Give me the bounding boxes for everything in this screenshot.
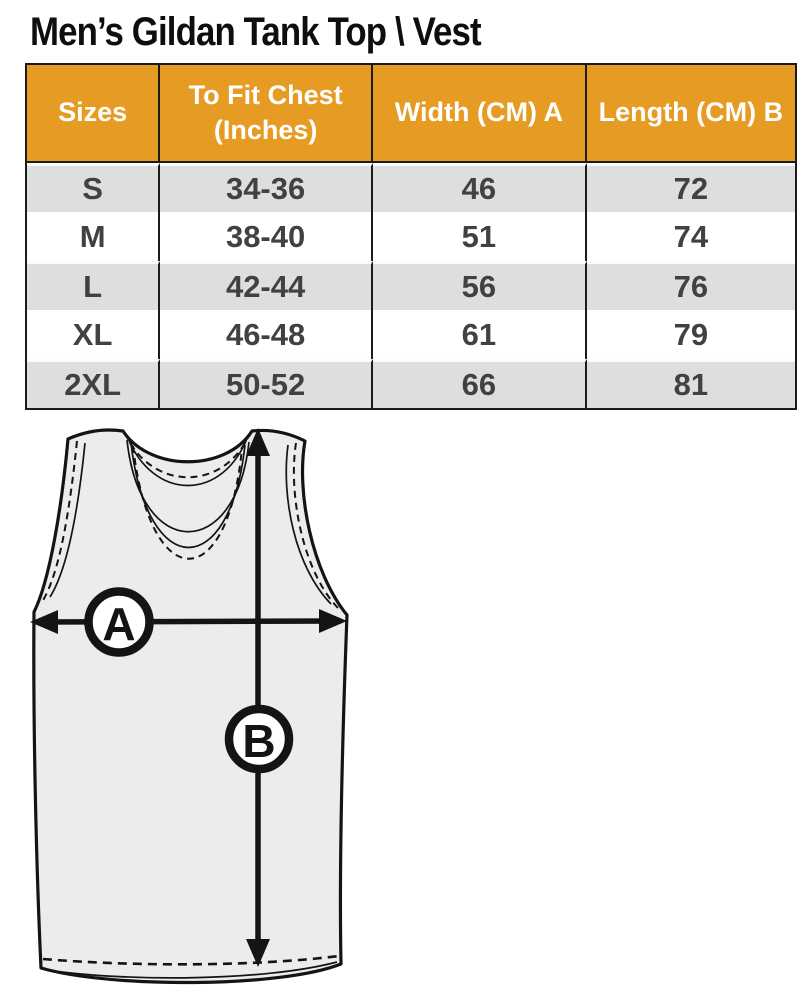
width-label: A [102,598,136,650]
column-header-length: Length (CM) B [587,65,795,163]
chest-cell: 42-44 [160,261,373,310]
chest-cell: 34-36 [160,163,373,212]
width-cell: 56 [373,261,587,310]
length-cell: 74 [587,212,795,261]
length-cell: 81 [587,359,795,408]
length-measure-badge [229,709,289,769]
width-cell: 66 [373,359,587,408]
page-title: Men’s Gildan Tank Top \ Vest [30,10,481,54]
size-cell: S [27,163,160,212]
size-cell: L [27,261,160,310]
chest-cell: 46-48 [160,310,373,359]
chest-cell: 50-52 [160,359,373,408]
size-cell: 2XL [27,359,160,408]
tank-top-outline [34,430,347,983]
length-cell: 76 [587,261,795,310]
chest-cell: 38-40 [160,212,373,261]
width-cell: 61 [373,310,587,359]
column-header-width: Width (CM) A [373,65,587,163]
tank-top-diagram [0,418,420,1000]
size-cell: M [27,212,160,261]
size-cell: XL [27,310,160,359]
width-cell: 51 [373,212,587,261]
column-header-sizes: Sizes [27,65,160,163]
column-header-chest: To Fit Chest (Inches) [160,65,373,163]
length-label: B [242,715,276,767]
length-cell: 72 [587,163,795,212]
size-chart-table [25,63,797,410]
width-cell: 46 [373,163,587,212]
width-measure-badge [89,592,150,653]
length-cell: 79 [587,310,795,359]
